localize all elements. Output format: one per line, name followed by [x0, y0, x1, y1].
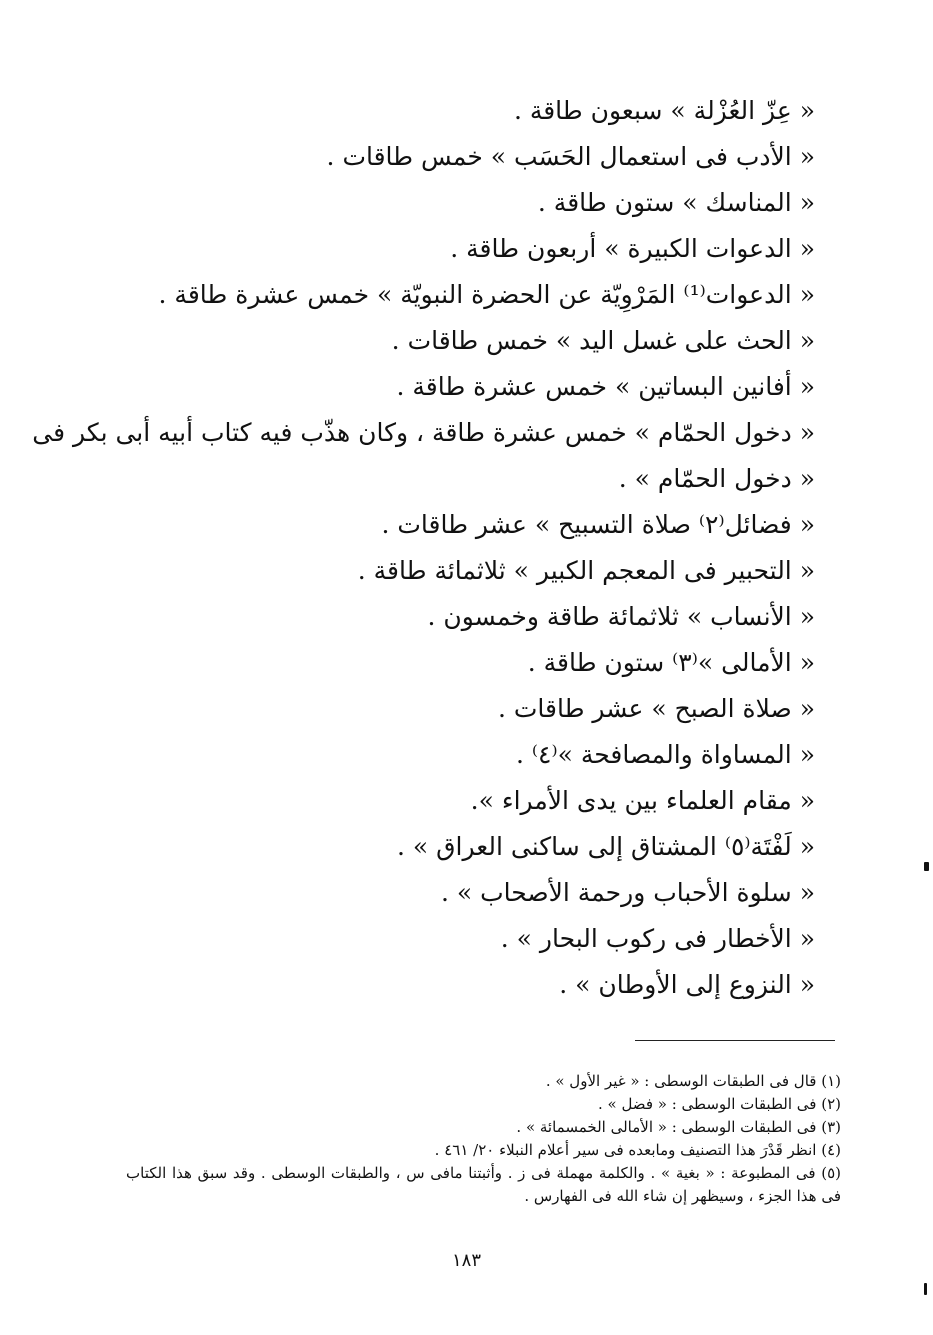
footnote-divider — [635, 1040, 835, 1041]
list-item: « الأمالى »⁽٣⁾ ستون طاقة . — [527, 648, 815, 677]
list-item: « الحث على غسل اليد » خمس طاقات . — [391, 326, 815, 355]
list-item: « صلاة الصبح » عشر طاقات . — [497, 694, 815, 723]
footnotes — [126, 1070, 841, 1208]
margin-mark — [924, 1283, 927, 1295]
list-item-continuation: « دخول الحمّام » . — [618, 464, 815, 493]
list-item: « التحبير فى المعجم الكبير » ثلاثمائة طاقة . — [357, 556, 815, 585]
list-item: « لَفْتَة⁽٥⁾ المشتاق إلى ساكنى العراق » . — [397, 832, 815, 861]
footnote: (٢) فى الطبقات الوسطى : « فضل » . — [597, 1095, 841, 1113]
list-item: « الأخطار فى ركوب البحار » . — [500, 924, 815, 953]
margin-mark — [924, 862, 929, 871]
list-item: « الدعوات⁽¹⁾ المَرْوِيّة عن الحضرة النبويّة » خمس عشرة طاقة . — [158, 280, 815, 309]
list-item: « دخول الحمّام » خمس عشرة طاقة ، وكان هذّب فيه كتاب أبيه أبى بكر فى — [32, 418, 815, 447]
list-item: « أفانين البساتين » خمس عشرة طاقة . — [396, 372, 815, 401]
list-item: « الدعوات الكبيرة » أربعون طاقة . — [450, 234, 815, 263]
footnote: (١) قال فى الطبقات الوسطى : « غير الأول » . — [545, 1072, 841, 1090]
footnote: (٥) فى المطبوعة : « بغية » . والكلمة مهملة فى ز . وأثبتنا مافى س ، والطبقات الوسطى . وقد سبق هذا الكتاب فى هذا الجزء ، وسيظهر إن شاء الله فى الفهارس . — [126, 1164, 841, 1205]
page-number: ١٨٣ — [451, 1250, 481, 1271]
list-item: « الأنساب » ثلاثمائة طاقة وخمسون . — [427, 602, 815, 631]
list-item: « عِزّ العُزْلة » سبعون طاقة . — [513, 96, 815, 125]
list-item: « النزوع إلى الأوطان » . — [559, 970, 815, 999]
book-list — [32, 88, 815, 1008]
list-item: « فضائل⁽٢⁾ صلاة التسبيح » عشر طاقات . — [381, 510, 815, 539]
list-item: « المساواة والمصافحة »⁽٤⁾ . — [516, 740, 815, 769]
list-item: « مقام العلماء بين يدى الأمراء ». — [470, 786, 815, 815]
list-item: « الأدب فى استعمال الحَسَب » خمس طاقات . — [326, 142, 815, 171]
footnote: (٣) فى الطبقات الوسطى : « الأمالى الخمسمائة » . — [516, 1118, 841, 1136]
list-item: « سلوة الأحباب ورحمة الأصحاب » . — [441, 878, 815, 907]
footnote: (٤) انظر قَدْرَ هذا التصنيف ومابعده فى سير أعلام النبلاء ٢٠/ ٤٦١ . — [434, 1141, 841, 1159]
list-item: « المناسك » ستون طاقة . — [537, 188, 815, 217]
